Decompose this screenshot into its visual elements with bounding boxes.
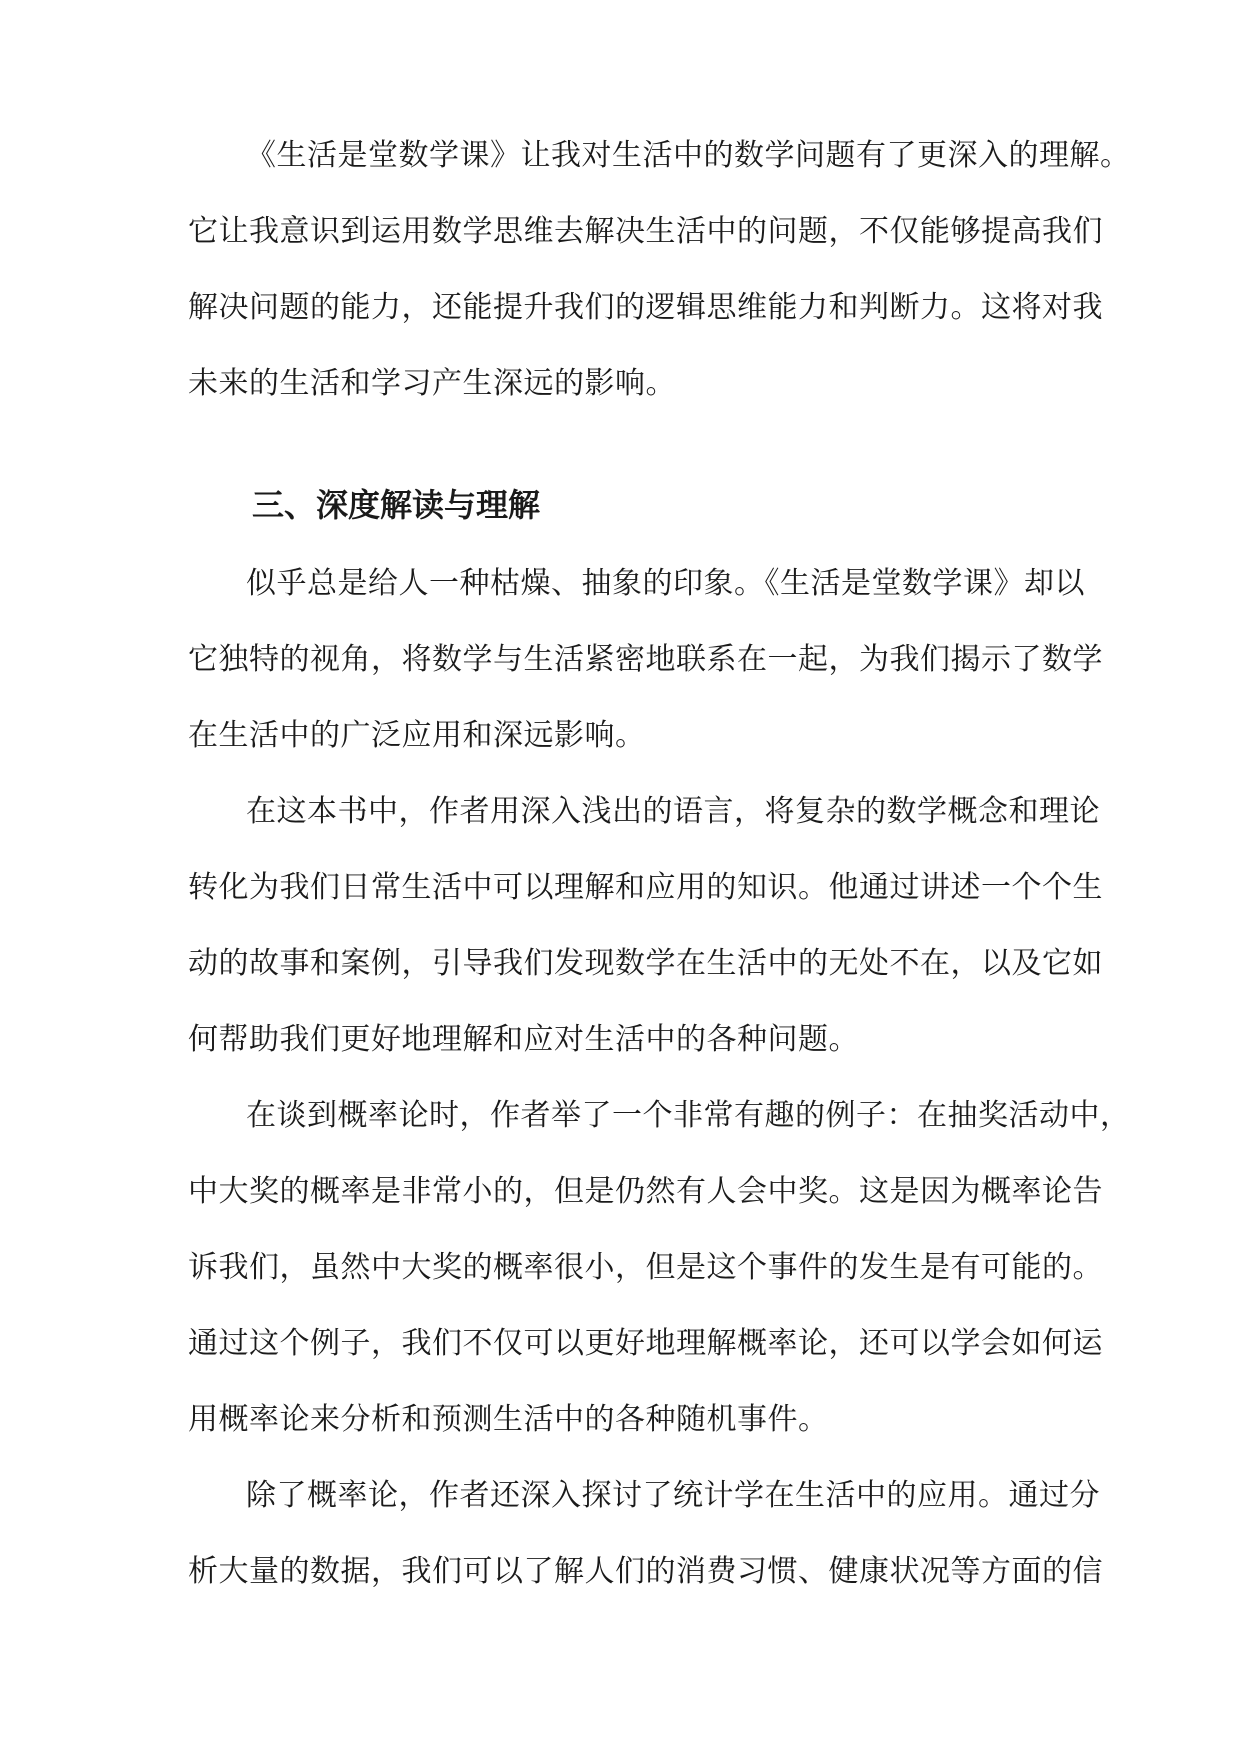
text-line: 通过这个例子，我们不仅可以更好地理解概率论，还可以学会如何运 — [188, 1326, 1103, 1361]
text-line: 转化为我们日常生活中可以理解和应用的知识。他通过讲述一个个生 — [188, 870, 1103, 905]
text-line: 似乎总是给人一种枯燥、抽象的印象。《生活是堂数学课》却以 — [246, 566, 1085, 601]
text-line: 何帮助我们更好地理解和应对生活中的各种问题。 — [188, 1022, 859, 1057]
text-line: 在谈到概率论时，作者举了一个非常有趣的例子：在抽奖活动中， — [246, 1098, 1131, 1133]
text-line: 动的故事和案例，引导我们发现数学在生活中的无处不在，以及它如 — [188, 946, 1103, 981]
section-heading: 三、深度解读与理解 — [252, 486, 541, 524]
text-line: 中大奖的概率是非常小的，但是仍然有人会中奖。这是因为概率论告 — [188, 1174, 1103, 1209]
text-line: 诉我们，虽然中大奖的概率很小，但是这个事件的发生是有可能的。 — [188, 1250, 1103, 1285]
text-line: 它让我意识到运用数学思维去解决生活中的问题，不仅能够提高我们 — [188, 214, 1103, 249]
text-line: 在生活中的广泛应用和深远影响。 — [188, 718, 646, 753]
text-line: 在这本书中，作者用深入浅出的语言，将复杂的数学概念和理论 — [246, 794, 1100, 829]
text-line: 《生活是堂数学课》让我对生活中的数学问题有了更深入的理解。 — [246, 138, 1131, 173]
text-line: 它独特的视角，将数学与生活紧密地联系在一起，为我们揭示了数学 — [188, 642, 1103, 677]
text-line: 未来的生活和学习产生深远的影响。 — [188, 366, 676, 401]
text-line: 用概率论来分析和预测生活中的各种随机事件。 — [188, 1402, 829, 1437]
text-line: 解决问题的能力，还能提升我们的逻辑思维能力和判断力。这将对我 — [188, 290, 1103, 325]
text-line: 析大量的数据，我们可以了解人们的消费习惯、健康状况等方面的信 — [188, 1554, 1103, 1589]
text-line: 除了概率论，作者还深入探讨了统计学在生活中的应用。通过分 — [246, 1478, 1100, 1513]
